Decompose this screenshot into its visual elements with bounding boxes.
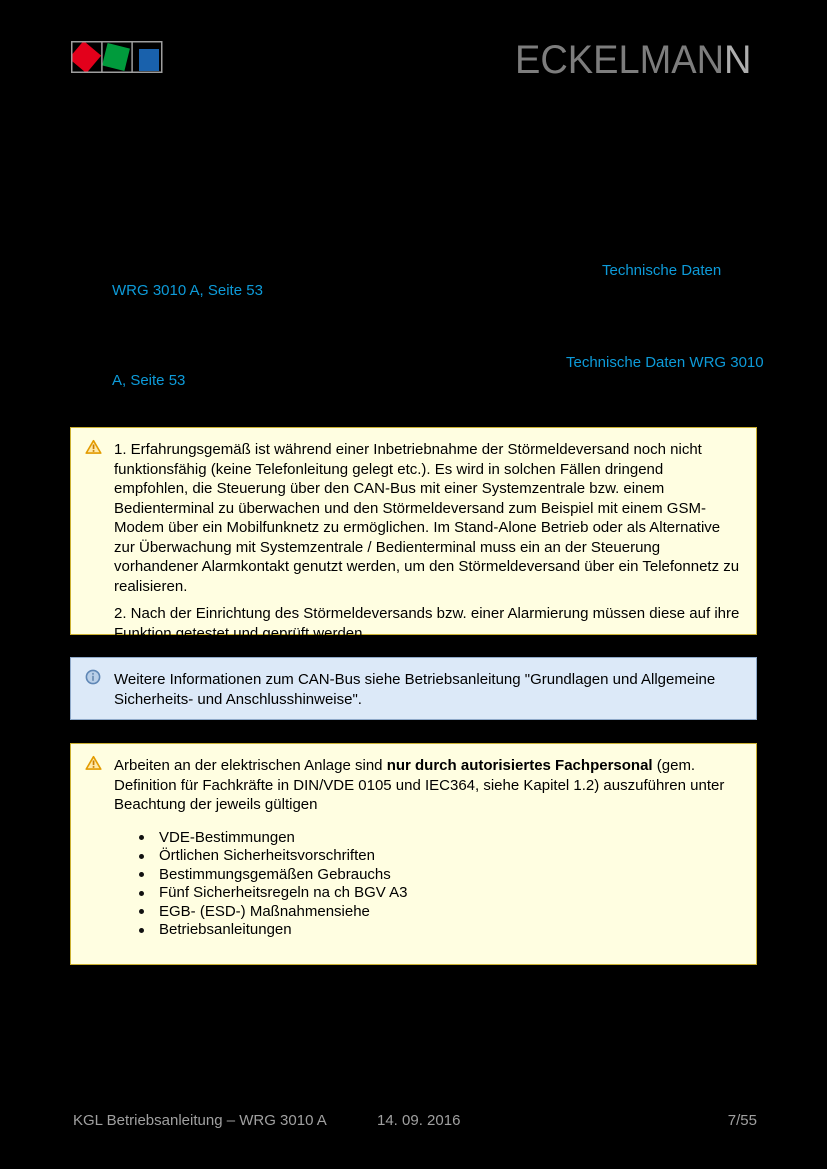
warning-icon [85,439,102,455]
list-item: Betriebsanleitungen [139,921,740,940]
brand-wordmark [515,40,752,80]
warning-note-text [71,744,756,940]
brand-main: ECKELMAN [515,38,725,82]
warning-paragraph-1: 1. Erfahrungsgemäß ist während einer Inbetriebnahme der Störmeldeversand noch nicht funktionsfähig (keine Telefonleitung gelegt etc.). Es wird in solchen Fällen dringend empfohlen, die Steuerung über den CAN-Bus mit einer Systemzentrale bzw. einem Bedienterminal zu überwachen und den Störmeldeversand zum Beispiel mit einem GSM-Modem über ein Mobilfunknetz zu ermöglichen. Im Stand-Alone Betrieb oder als Alternative zur Überwachung mit Systemzentrale / Bedienterminal muss ein an der Steuerung vorhandener Alarmkontakt genutzt werden, um den Störmeldeversand über ein Telefonnetz zu realisieren. [114,441,740,595]
list-item: EGB- (ESD-) Maßnahmensiehe [139,903,740,922]
info-icon [85,669,102,685]
brand-last-letter: N [724,38,752,82]
list-item: Bestimmungsgemäßen Gebrauchs [139,866,740,885]
link-technische-daten-2-line2[interactable]: A, Seite 53 [112,372,186,389]
warning-note-electrical-work [70,743,757,965]
info-paragraph: Weitere Informationen zum CAN-Bus siehe Betriebsanleitung "Grundlagen und Allgemeine Sicherheits- und Anschlusshinweise". [114,671,716,708]
company-logo-icon [71,41,163,73]
logo-squares-icon [71,41,163,73]
list-item: VDE-Bestimmungen [139,829,740,848]
warning-paragraph-2: 2. Nach der Einrichtung des Störmeldeversands bzw. einer Alarmierung müssen diese auf ihre Funktion getestet und geprüft werden. [114,605,740,642]
intro-bold-phrase: nur durch autorisiertes Fachpersonal [386,757,653,774]
warning-note-text [71,428,756,643]
link-technische-daten-1-line1[interactable]: Technische Daten [602,262,722,279]
footer-page-number: 7/55 [727,1112,757,1129]
safety-regulations-list [114,829,740,940]
footer-date: 14. 09. 2016 [377,1112,461,1129]
footer-document-title: KGL Betriebsanleitung – WRG 3010 A [73,1112,327,1129]
info-note-can-bus [70,657,757,720]
link-technische-daten-2-line1[interactable]: Technische Daten WRG 3010 [566,354,764,371]
intro-pre: Arbeiten an der elektrischen Anlage sind [114,757,387,774]
electrical-intro-paragraph [114,756,740,815]
list-item: Örtlichen Sicherheitsvorschriften [139,847,740,866]
warning-note-commissioning [70,427,757,642]
warning-icon [85,755,102,771]
intro-post: (gem. Definition für Fachkräfte in DIN/VDE 0105 und IEC364, siehe Kapitel 1.2) auszuführen unter Beachtung der jeweils gültigen [114,757,725,813]
link-technische-daten-1-line2[interactable]: WRG 3010 A, Seite 53 [112,282,263,299]
list-item: Fünf Sicherheitsregeln na ch BGV A3 [139,884,740,903]
info-note-text [71,658,756,709]
